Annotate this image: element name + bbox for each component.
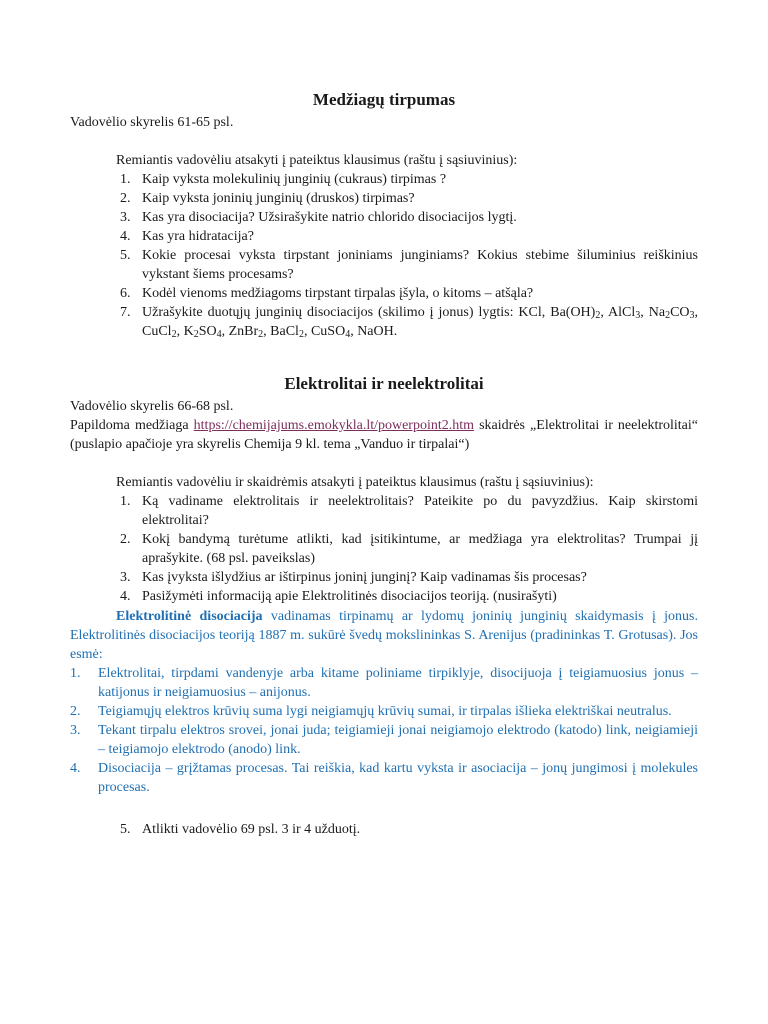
powerpoint-link[interactable]: https://chemijajums.emokykla.lt/powerpoint2.htm	[193, 418, 475, 433]
list-item: 6. Kodėl vienoms medžiagoms tirpstant tirpalas įšyla, o kitoms – atšąla?	[120, 286, 534, 301]
theory-paragraph: Elektrolitinė disociacija vadinamas tirpinamų ar lydomų joninių junginių skaidymasis į jonus. Elektrolitinės disociacijos teoriją 1887 m. sukūrė švedų mokslininkas S. Arenijus (pradininkas T. Grotusas). Jos esmė:	[70, 609, 699, 662]
list-item: 3. Kas įvyksta išlydžius ar ištirpinus joninį junginį? Kaip vadinamas šis procesas?	[120, 570, 587, 585]
section2-instruction: Remiantis vadovėliu ir skaidrėmis atsakyti į pateiktus klausimus (raštu į sąsiuvinius):	[116, 475, 594, 490]
list-item: 3. Kas yra disociacija? Užsirašykite natrio chlorido disociacijos lygtį.	[120, 210, 517, 225]
list-item: 4. Pasižymėti informaciją apie Elektrolitinės disociacijos teoriją. (nusirašyti)	[120, 589, 557, 604]
task-list	[70, 820, 698, 839]
section1-title: Medžiagų tirpumas	[312, 90, 456, 109]
theory-points-list	[70, 664, 698, 797]
list-item: 2. Kaip vyksta joninių junginių (druskos) tirpimas?	[120, 191, 415, 206]
list-item: 1. Kaip vyksta molekulinių junginių (cukraus) tirpimas ?	[120, 172, 447, 187]
list-item: 7. Užrašykite duotųjų junginių disociacijos (skilimo į jonus) lygtis: KCl, $Ba(OH)_2$, AlCl$_3$, $Na_2CO_3$, CuCl$_2$, $K_2SO_4$, ZnBr$_2$, BaCl$_2$, CuSO$_4$, NaOH.	[120, 305, 699, 340]
section2-question-list	[70, 492, 698, 606]
section2-extra-material: Papildoma medžiaga https://chemijajums.emokykla.lt/powerpoint2.htm skaidrės „Elektrolitai ir neelektrolitai“ (puslapio apačioje yra skyrelis Chemija 9 kl. tema „Vanduo ir tirpalai“)	[70, 418, 699, 452]
section1-chapter: Vadovėlio skyrelis 61-65 psl.	[70, 115, 234, 130]
list-item: 5. Kokie procesai vyksta tirpstant joniniams junginiams? Kokius stebime šiluminius reiškinius vykstant šiems procesams?	[120, 248, 698, 282]
list-item: 2. Teigiamųjų elektros krūvių suma lygi neigiamųjų krūvių sumai, ir tirpalas išlieka elektriškai neutralus.	[70, 704, 672, 719]
formula-question: Užrašykite duotųjų junginių disociacijos (skilimo į jonus) lygtis: KCl, $Ba(OH)_2$, AlCl$_3$, $Na_2CO_3$, CuCl$_2$, $K_2SO_4$, ZnBr$_2$, BaCl$_2$, CuSO$_4$, NaOH.	[142, 305, 699, 340]
section2-title: Elektrolitai ir neelektrolitai	[284, 374, 484, 393]
section1-question-list	[70, 170, 698, 341]
section1-instruction: Remiantis vadovėliu atsakyti į pateiktus klausimus (raštu į sąsiuvinius):	[116, 153, 518, 168]
list-item: 2. Kokį bandymą turėtume atlikti, kad įsitikintume, ar medžiaga yra elektrolitas? Trumpai jį aprašykite. (68 psl. paveikslas)	[120, 532, 698, 566]
list-item: 4. Disociacija – grįžtamas procesas. Tai reiškia, kad kartu vyksta ir asociacija – jonų jungimosi į molekules procesas.	[70, 761, 698, 795]
theory-term: Elektrolitinė disociacija	[116, 609, 263, 624]
list-item: 4. Kas yra hidratacija?	[120, 229, 254, 244]
list-item: 1. Ką vadiname elektrolitais ir neelektrolitais? Pateikite po du pavyzdžius. Kaip skirstomi elektrolitai?	[120, 494, 698, 528]
list-item: 5. Atlikti vadovėlio 69 psl. 3 ir 4 užduotį.	[120, 822, 361, 837]
section2-chapter: Vadovėlio skyrelis 66-68 psl.	[70, 399, 234, 414]
list-item: 3. Tekant tirpalu elektros srovei, jonai juda; teigiamieji jonai neigiamojo elektrodo (katodo) link, neigiamieji – teigiamojo elektrodo (anodo) link.	[70, 723, 698, 757]
list-item: 1. Elektrolitai, tirpdami vandenyje arba kitame poliniame tirpiklyje, disocijuoja į teigiamuosius jonus – katijonus ir neigiamuosius – anijonus.	[70, 666, 698, 700]
